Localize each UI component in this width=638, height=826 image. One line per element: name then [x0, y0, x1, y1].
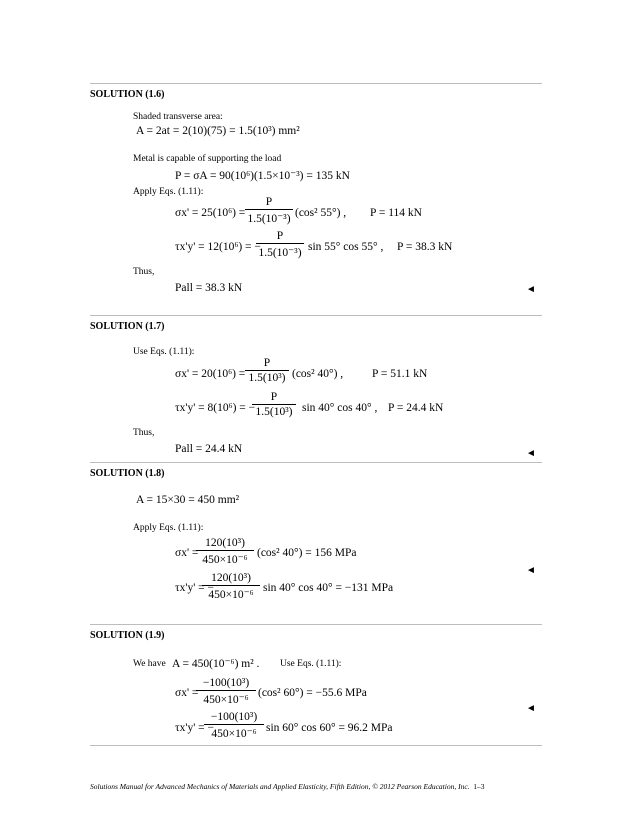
- tau-result: P = 38.3 kN: [397, 241, 453, 253]
- sigma-fraction: [196, 677, 256, 706]
- sigma-lhs: σx' =: [175, 687, 199, 699]
- sigma-rhs: (cos² 40°) = 156 MPa: [257, 547, 357, 559]
- sigma-denominator: 1.5(10³): [245, 370, 289, 384]
- area-equation: A = 450(10⁻⁶) m² .: [172, 658, 260, 670]
- use-eqs-label: Use Eqs. (1.11):: [280, 659, 342, 669]
- sigma-rhs: (cos² 55°) ,: [295, 207, 347, 219]
- thus-label: Thus,: [133, 267, 155, 277]
- tau-fraction: [202, 572, 260, 601]
- tau-rhs: sin 40° cos 40° ,: [302, 402, 378, 414]
- section-title-1-6: SOLUTION (1.6): [90, 89, 165, 100]
- tau-denominator: 450×10⁻⁶: [202, 585, 260, 601]
- sigma-lhs: σx' = 20(10⁶) =: [175, 368, 246, 380]
- divider-line: [90, 83, 542, 84]
- apply-eqs-label: Apply Eqs. (1.11):: [133, 187, 204, 197]
- thus-label: Thus,: [133, 428, 155, 438]
- tau-lhs: τx'y' = −: [175, 722, 214, 734]
- allowable-load-result: Pall = 38.3 kN: [175, 282, 243, 294]
- tau-numerator: 120(10³): [211, 572, 251, 584]
- tau-numerator: P: [270, 391, 278, 403]
- sigma-denominator: 450×10⁻⁶: [196, 690, 256, 706]
- sigma-rhs: (cos² 60°) = −55.6 MPa: [258, 687, 367, 699]
- page-number: 1–3: [473, 782, 485, 791]
- area-equation: A = 2at = 2(10)(75) = 1.5(10³) mm²: [136, 125, 300, 137]
- divider-line: [90, 745, 542, 746]
- sigma-numerator: P: [265, 196, 273, 208]
- sigma-fraction: [245, 357, 289, 384]
- tau-denominator: 1.5(10³): [252, 404, 296, 418]
- sigma-lhs: σx' =: [175, 547, 199, 559]
- sigma-fraction: [196, 537, 254, 566]
- footer-text: Solutions Manual for Advanced Mechanics of Materials and Applied Elasticity, Fifth Edition, © 2012 Pearson Education, Inc.: [90, 782, 470, 791]
- end-marker-icon: ◄: [526, 565, 536, 576]
- divider-line: [90, 624, 542, 625]
- apply-eqs-label: Apply Eqs. (1.11):: [133, 523, 204, 533]
- tau-rhs: sin 40° cos 40° = −131 MPa: [263, 582, 394, 594]
- allowable-load-result: Pall = 24.4 kN: [175, 443, 243, 455]
- tau-denominator: 450×10⁻⁶: [204, 724, 264, 740]
- tau-numerator: −100(10³): [210, 711, 258, 723]
- end-marker-icon: ◄: [526, 448, 536, 459]
- tau-result: P = 24.4 kN: [388, 402, 444, 414]
- tau-denominator: 1.5(10⁻³): [256, 243, 304, 259]
- page-footer: [90, 782, 485, 791]
- sigma-denominator: 1.5(10⁻³): [245, 209, 293, 225]
- tau-lhs: τx'y' = −: [175, 582, 214, 594]
- use-eqs-label: Use Eqs. (1.11):: [133, 347, 195, 357]
- sigma-result: P = 114 kN: [370, 207, 422, 219]
- tau-rhs: sin 60° cos 60° = 96.2 MPa: [266, 722, 393, 734]
- we-have-label: We have: [133, 659, 166, 669]
- sigma-numerator: P: [263, 357, 271, 369]
- load-equation: P = σA = 90(10⁶)(1.5×10⁻³) = 135 kN: [175, 170, 350, 182]
- tau-rhs: sin 55° cos 55° ,: [308, 241, 384, 253]
- sigma-numerator: −100(10³): [202, 677, 250, 689]
- area-equation: A = 15×30 = 450 mm²: [136, 494, 240, 506]
- sigma-numerator: 120(10³): [205, 537, 245, 549]
- section-title-1-9: SOLUTION (1.9): [90, 630, 165, 641]
- end-marker-icon: ◄: [526, 284, 536, 295]
- shaded-area-label: Shaded transverse area:: [133, 112, 223, 122]
- sigma-fraction: [245, 196, 293, 225]
- sigma-result: P = 51.1 kN: [372, 368, 428, 380]
- tau-numerator: P: [276, 230, 284, 242]
- tau-lhs: τx'y' = 12(10⁶) = −: [175, 241, 261, 253]
- sigma-lhs: σx' = 25(10⁶) =: [175, 207, 246, 219]
- divider-line: [90, 315, 542, 316]
- divider-line: [90, 462, 542, 463]
- metal-capacity-label: Metal is capable of supporting the load: [133, 154, 282, 164]
- section-title-1-8: SOLUTION (1.8): [90, 468, 165, 479]
- sigma-denominator: 450×10⁻⁶: [196, 550, 254, 566]
- tau-fraction: [204, 711, 264, 740]
- end-marker-icon: ◄: [526, 703, 536, 714]
- sigma-rhs: (cos² 40°) ,: [292, 368, 344, 380]
- tau-fraction: [252, 391, 296, 418]
- tau-lhs: τx'y' = 8(10⁶) = −: [175, 402, 256, 414]
- section-title-1-7: SOLUTION (1.7): [90, 321, 165, 332]
- tau-fraction: [256, 230, 304, 259]
